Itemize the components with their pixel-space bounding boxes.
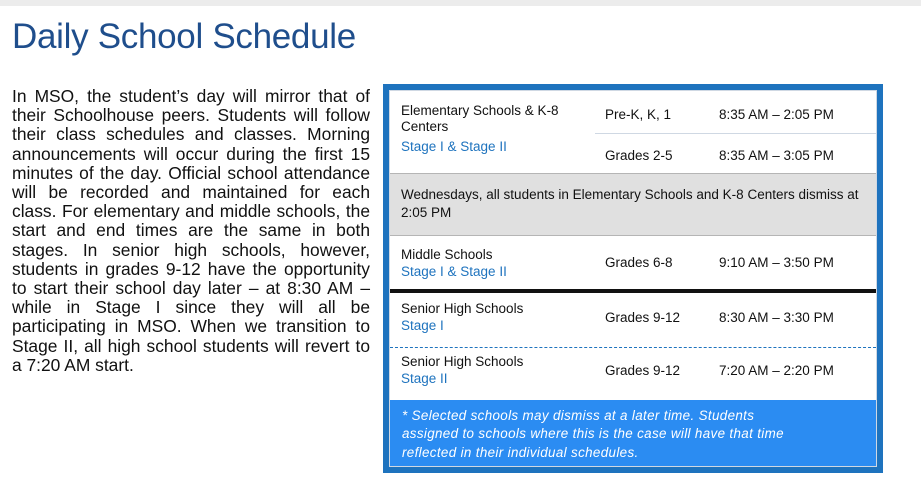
footnote-line3: reflected in their individual schedules. [402,444,639,460]
elementary-name-line2: Centers [401,119,449,134]
middle-grades: Grades 6-8 [605,255,673,270]
footnote-line2: assigned to schools where this is the case will have that time [402,426,784,442]
intro-paragraph: In MSO, the student’s day will mirror that of their Schoolhouse peers. Students will follow their class schedules and classes. Morning announcements will occur during the first 15 minutes of the day. Official school attendance will be recorded and maintained for each class. For elementary and middle schools, the start and end times are the same in both stages. In senior high schools, however, students in grades 9-12 have the opportunity to start their school day later – at 8:30 AM – while in Stage I since they will all be participating in MSO. When we transition to Stage II, all high school students will revert to a 7:20 AM start. [12,86,370,375]
senior1-grades: Grades 9-12 [605,310,681,325]
elementary-grades-2: Grades 2-5 [605,148,673,163]
elementary-grades-1: Pre-K, K, 1 [605,107,672,122]
footnote [390,400,876,466]
wednesday-note-line2: 2:05 PM [401,205,452,220]
elementary-time-1: 8:35 AM – 2:05 PM [719,107,834,122]
schedule-table [389,90,877,467]
senior2-grades: Grades 9-12 [605,363,681,378]
middle-stage: Stage I & Stage II [401,264,507,279]
wednesday-note-line1: Wednesdays, all students in Elementary Schools and K-8 Centers dismiss at [401,187,859,202]
wednesday-note [390,173,876,236]
page-title: Daily School Schedule [12,17,356,56]
elementary-section [390,91,876,173]
senior2-stage: Stage II [401,371,448,386]
middle-name: Middle Schools [401,247,493,262]
elementary-name-line1: Elementary Schools & K-8 [401,103,559,118]
schedule-panel [383,84,883,473]
top-strip [0,0,921,6]
senior2-time: 7:20 AM – 2:20 PM [719,363,834,378]
senior2-name: Senior High Schools [401,354,524,369]
elementary-stage: Stage I & Stage II [401,139,507,154]
senior-stage2-section [390,348,876,400]
middle-time: 9:10 AM – 3:50 PM [719,255,834,270]
senior1-time: 8:30 AM – 3:30 PM [719,310,834,325]
senior-stage1-section [390,293,876,347]
senior1-stage: Stage I [401,318,444,333]
footnote-line1: * Selected schools may dismiss at a later time. Students [402,408,755,423]
middle-section [390,236,876,289]
elementary-time-2: 8:35 AM – 3:05 PM [719,148,834,163]
divider [595,133,876,134]
senior1-name: Senior High Schools [401,301,524,316]
